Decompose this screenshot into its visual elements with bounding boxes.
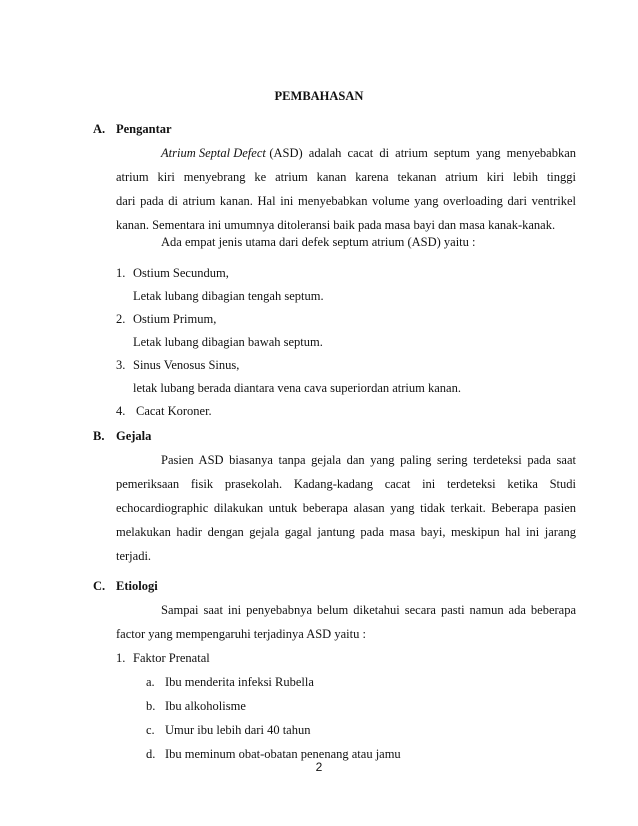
section-a-heading: Pengantar bbox=[116, 122, 172, 136]
section-b-heading: Gejala bbox=[116, 429, 152, 443]
section-a-p1-line3: dari pada di atrium kanan. Hal ini menyebabkan volume yang overloading dari ventrikel bbox=[116, 194, 576, 208]
sublist-text: Ibu meminum obat-obatan penenang atau jamu bbox=[165, 747, 401, 761]
section-b-line2: pemeriksaan fisik prasekolah. Kadang-kadang cacat ini terdeteksi ketika Studi bbox=[116, 477, 576, 491]
section-a-p2: Ada empat jenis utama dari defek septum atrium (ASD) yaitu : bbox=[161, 235, 476, 249]
list-item-num: 3. bbox=[116, 358, 126, 372]
section-c-heading: Etiologi bbox=[116, 579, 158, 593]
list-item-num: 2. bbox=[116, 312, 126, 326]
page-title: PEMBAHASAN bbox=[274, 89, 364, 103]
section-a-p1-line1 bbox=[161, 145, 576, 161]
list-item-text: Sinus Venosus Sinus, bbox=[133, 358, 240, 372]
section-b-line5: terjadi. bbox=[116, 549, 152, 563]
section-a-p1-line4: kanan. Sementara ini umumnya ditoleransi baik pada masa bayi dan masa kanak-kanak. bbox=[116, 218, 556, 232]
list-item-text: Ostium Secundum, bbox=[133, 266, 229, 280]
section-b-label: B. bbox=[93, 429, 105, 443]
list-item-num: 1. bbox=[116, 266, 126, 280]
sublist-text: Umur ibu lebih dari 40 tahun bbox=[165, 723, 311, 737]
list-item-sub: Letak lubang dibagian tengah septum. bbox=[133, 289, 324, 303]
asd-term: Atrium Septal Defect bbox=[161, 146, 266, 160]
section-b-line3: echocardiographic dilakukan untuk beberapa alasan yang tidak terkait. Beberapa pasien bbox=[116, 501, 576, 515]
section-a-p1-line1-rest: (ASD) adalah cacat di atrium septum yang menyebabkan bbox=[269, 146, 576, 160]
section-c-line1: Sampai saat ini penyebabnya belum diketahui secara pasti namun ada beberapa bbox=[161, 603, 576, 617]
section-b-line1: Pasien ASD biasanya tanpa gejala dan yang paling sering terdeteksi pada saat bbox=[161, 453, 576, 467]
list-item-sub: letak lubang berada diantara vena cava superiordan atrium kanan. bbox=[133, 381, 461, 395]
list-item-text: Faktor Prenatal bbox=[133, 651, 210, 665]
sublist-letter: a. bbox=[146, 675, 155, 689]
section-c-label: C. bbox=[93, 579, 106, 593]
list-item-num: 4. bbox=[116, 404, 126, 418]
list-item-num: 1. bbox=[116, 651, 126, 665]
sublist-letter: b. bbox=[146, 699, 156, 713]
section-a-p1-line2: atrium kiri menyebrang ke atrium kanan karena tekanan atrium kiri lebih tinggi bbox=[116, 170, 576, 184]
list-item-sub: Letak lubang dibagian bawah septum. bbox=[133, 335, 323, 349]
section-a-label: A. bbox=[93, 122, 106, 136]
section-b-line4: melakukan hadir dengan gejala gagal jantung pada masa bayi, meskipun hal ini jarang bbox=[116, 525, 576, 539]
list-item-text: Ostium Primum, bbox=[133, 312, 217, 326]
sublist-letter: c. bbox=[146, 723, 155, 737]
sublist-text: Ibu menderita infeksi Rubella bbox=[165, 675, 314, 689]
sublist-text: Ibu alkoholisme bbox=[165, 699, 246, 713]
list-item-text: Cacat Koroner. bbox=[136, 404, 212, 418]
section-c-line2: factor yang mempengaruhi terjadinya ASD yaitu : bbox=[116, 627, 366, 641]
sublist-letter: d. bbox=[146, 747, 156, 761]
page-number: 2 bbox=[315, 760, 323, 774]
